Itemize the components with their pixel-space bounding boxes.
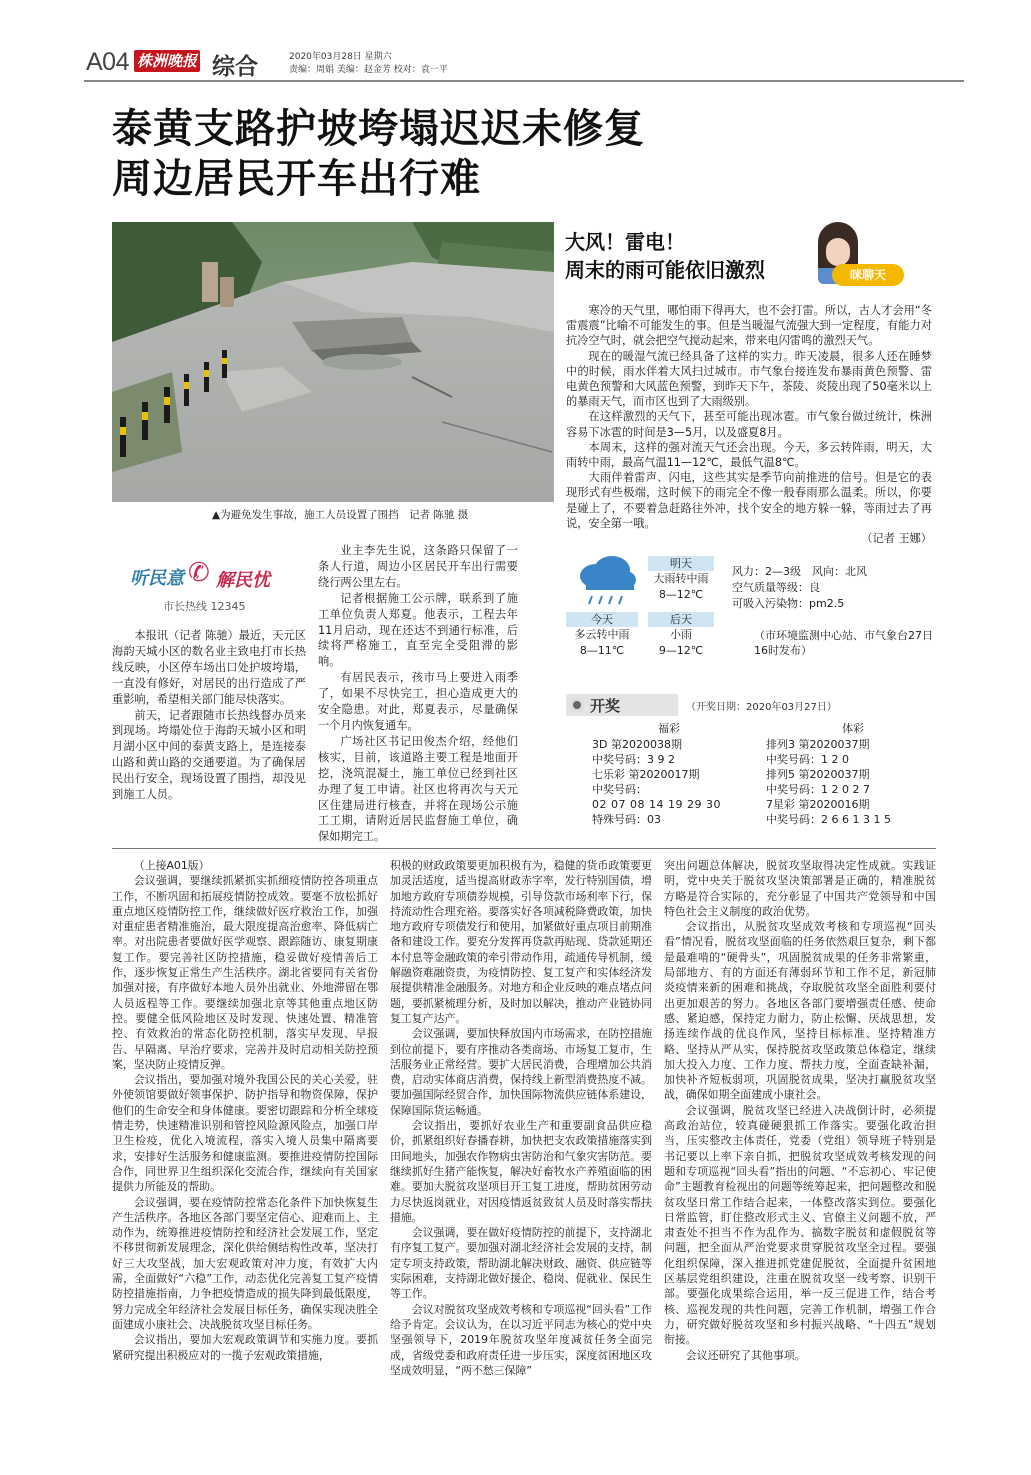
bottom-paragraph: （上接A01版） <box>133 859 210 872</box>
hotline-label: 市长热线 12345 <box>163 600 246 613</box>
welfare-line: 中奖号码： <box>592 783 647 796</box>
column-logo-text-2: 解民忧 <box>216 570 270 591</box>
sports-results <box>766 737 936 827</box>
weather-paragraph: 现在的暖湿气流已经具备了这样的实力。昨天凌晨，很多人还在睡梦中的时候，雨水伴着大风扫过城市。市气象台接连发布暴雨黄色预警、雷电黄色预警和大风蓝色预警，到昨天下午，茶陵、炎陵出现了50毫米以上的暴雨天气，而市区也到了大雨级别。 <box>566 349 932 409</box>
sports-line: 中奖号码：1 2 0 <box>766 753 849 766</box>
lottery-title-bar <box>566 694 678 716</box>
forecast-pm: 可吸入污染物：pm2.5 <box>732 597 845 610</box>
bottom-paragraph: 会议指出，要抓好农业生产和重要副食品供应稳价，抓紧组织好春播春耕，加快把支农政策措施落实到田间地头，加强农作物病虫害防治和气象灾害防范。要继续抓好生猪产能恢复，解决好畜牧水产养殖面临的困难。要加大脱贫攻坚项目开工复工进度，帮助贫困劳动力尽快返岗就业，对因疫情返贫致贫人员及时落实帮扶措施。 <box>390 1119 652 1224</box>
story-paragraph: 业主李先生说，这条路只保留了一条人行道，周边小区居民开车出行需要绕行两公里左右。 <box>318 544 518 589</box>
issue-date: 2020年03月28日 星期六 <box>289 52 392 62</box>
forecast-today-condition: 多云转中雨 <box>574 628 630 641</box>
photo-caption: ▲为避免发生事故，施工人员设置了围挡 记者 陈驰 摄 <box>212 509 469 521</box>
forecast-today <box>566 612 638 662</box>
story-paragraph: 本报讯（记者 陈驰）最近，天元区海韵天城小区的数名业主致电打市长热线反映，小区停车场出口处护坡垮塌，一直没有修好，对居民的出行造成了严重影响，希望相关部门能尽快落实。 <box>112 629 306 706</box>
weather-body <box>566 303 932 546</box>
headline-line-2: 周边居民开车出行难 <box>112 157 481 201</box>
headline <box>112 104 872 204</box>
story-paragraph: 广场社区书记田俊杰介绍，经他们核实，目前，该道路主要工程是地面开挖，浇筑混凝土，施工单位已经到社区办理了复工申请。社区也将再次与天元区住建局进行核查，并将在现场公示施工工期，请附近居民监督施工单位，确保如期完工。 <box>318 734 518 844</box>
bottom-paragraph: 会议还研究了其他事项。 <box>685 1348 806 1362</box>
welfare-results <box>592 737 762 827</box>
sports-line: 排列3 第2020037期 <box>766 738 870 751</box>
editor-credits: 责编：周娟 美编：赵金芳 校对：袁一平 <box>289 65 448 75</box>
forecast-day-after-condition: 小雨 <box>670 628 692 641</box>
forecast-aqi: 空气质量等级：良 <box>732 581 820 594</box>
phone-icon: ✆ <box>188 558 210 588</box>
forecast-day-after-temp: 9—12℃ <box>658 644 704 657</box>
sports-line: 7星彩 第2020016期 <box>766 798 870 811</box>
column-logo-text-1: 听民意 <box>130 568 184 589</box>
welfare-heading: 福彩 <box>658 722 680 735</box>
bottom-paragraph: 会议指出，从脱贫攻坚成效考核和专项巡视“回头看”情况看，脱贫攻坚面临的任务依然艰巨复杂，剩下都是最难啃的“硬骨头”，巩固脱贫成果的任务非常繁重，局部地方、有的方面还有薄弱环节和工作不足，新冠肺炎疫情来新的困难和挑战，夺取脱贫攻坚全面胜利要付出更加艰苦的努力。各地区各部门要增强责任感、使命感、紧迫感，保持定力耐力，防止松懈、厌战思想，发扬连续作战的优良作风，坚持目标标准、坚持精准方略、坚持从严从实，保持脱贫攻坚政策总体稳定，继续加大投入力度、工作力度、帮扶力度，全面查缺补漏，加快补齐短板弱项，巩固脱贫成果，坚决打赢脱贫攻坚战，确保如期全面建成小康社会。 <box>664 920 936 1102</box>
page-number: A04 <box>86 48 129 76</box>
bottom-paragraph: 突出问题总体解决，脱贫攻坚取得决定性成就。实践证明，党中央关于脱贫攻坚决策部署是正确的，精准脱贫方略是符合实际的，充分彰显了中国共产党领导和中国特色社会主义制度的政治优势。 <box>664 859 936 918</box>
chat-badge: 咪聊天 <box>832 264 904 286</box>
forecast-tomorrow-temp: 8—12℃ <box>658 588 704 601</box>
lottery-date: （开奖日期：2020年03月27日） <box>686 702 837 713</box>
forecast-day-after <box>648 612 714 662</box>
weather-paragraph: 在这样激烈的天气下，甚至可能出现冰雹。市气象台做过统计，株洲容易下冰雹的时间是3—5月，以及盛夏8月。 <box>566 410 932 439</box>
story-paragraph: 前天，记者跟随市长热线督办员来到现场。垮塌处位于海韵天城小区和明月湖小区中间的泰黄支路上，是连接泰山路和黄山路的交通要道。为了确保居民出行安全，现场设置了围挡，却没见到施工人员。 <box>112 708 306 802</box>
weather-title-1: 大风！雷电！ <box>565 230 685 254</box>
bottom-paragraph: 会议强调，要加快释放国内市场需求，在防控措施到位前提下，要有序推动各类商场、市场复工复市，生活服务业正常经营。要扩大居民消费，合理增加公共消费，启动实体商店消费，保持线上新型消费热度不减。要加强国际经贸合作，加快国际物流供应链体系建设，保障国际货运畅通。 <box>390 1027 652 1117</box>
forecast-tomorrow <box>648 556 714 606</box>
bottom-paragraph: 积极的财政政策要更加积极有为，稳健的货币政策要更加灵活适度，适当提高财政赤字率，发行特别国债，增加地方政府专项债券规模，引导贷款市场利率下行，保持流动性合理充裕。要落实好各项减税降费政策，加快地方政府专项债发行和使用，加紧做好重点项目前期准备和建设工作。要充分发挥再贷款再贴现、贷款延期还本付息等金融政策的牵引带动作用，疏通传导机制，缓解融资难融资贵，为疫情防控、复工复产和实体经济发展提供精准金融服务。对地方和企业反映的难点堵点问题，要抓紧梳理分析，及时加以解决，推动产业链协同复工复产达产。 <box>390 859 652 1025</box>
section-title: 综合 <box>212 54 258 80</box>
forecast-tomorrow-condition: 大雨转中雨 <box>653 572 709 585</box>
welfare-line: 中奖号码：3 9 2 <box>592 753 675 766</box>
sports-line: 中奖号码：2 6 6 1 3 1 5 <box>766 813 891 826</box>
story-paragraph: 记者根据施工公示牌，联系到了施工单位负责人郑夏。他表示，工程去年11月启动，现在还达不到通行标准，后续将严格施工，直至完全受阻滞的影响。 <box>318 591 518 669</box>
masthead <box>0 40 1031 80</box>
forecast-panel <box>566 552 936 682</box>
bottom-paragraph: 会议对脱贫攻坚成效考核和专项巡视“回头看”工作给予肯定。会议认为，在以习近平同志为核心的党中央坚强领导下，2019年脱贫攻坚年度减贫任务全面完成，省级党委和政府责任进一步压实，深度贫困地区攻坚成效明显，“两不愁三保障” <box>390 1302 652 1377</box>
paper-name-logo: 株洲晚报 <box>134 50 200 72</box>
forecast-today-temp: 8—11℃ <box>579 644 625 657</box>
welfare-line: 特殊号码：03 <box>592 813 661 826</box>
masthead-rule <box>84 80 964 82</box>
lottery-panel <box>566 692 936 832</box>
weather-paragraph: 本周末，这样的强对流天气还会出现。今天，多云转阵雨，明天，大雨转中雨，最高气温11—12℃，最低气温8℃。 <box>566 440 932 470</box>
forecast-today-label: 今天 <box>566 612 638 627</box>
bottom-column-1 <box>112 858 378 1363</box>
sports-line: 排列5 第2020037期 <box>766 768 870 781</box>
bottom-paragraph: 会议强调，要继续抓紧抓实抓细疫情防控各项重点工作，不断巩固和拓展疫情防控成效。要毫不放松抓好重点地区疫情防控工作，继续做好医疗救治工作，加强对重症患者精准施治，最大限度提高治愈率、降低病亡率。对出院患者要做好医学观察、跟踪随访、康复期康复工作。要完善社区防控措施，稳妥做好疫情善后工作，逐步恢复正常生产生活秩序。湖北省要同有关省份加强对接，有序做好本地人员外出就业、外地滞留在鄂人员返程等工作。要继续加强北京等其他重点地区防控。要健全低风险地区及时发现、快速处置、精准管控、有效救治的常态化防控机制，落实早发现、早报告、早隔离、早治疗要求，完善并及时启动相关防控预案，坚决防止疫情反弹。 <box>112 874 378 1071</box>
headline-line-1: 泰黄支路护坡垮塌迟迟未修复 <box>112 107 645 151</box>
lottery-title: 开奖 <box>590 697 621 715</box>
welfare-line: 3D 第2020038期 <box>592 738 682 751</box>
weather-paragraph: 大雨伴着雷声、闪电，这些其实是季节向前推进的信号。但是它的表现形式有些极端，这时候下的雨完全不像一般春雨那么温柔。所以，你要是碰上了，不要着急赶路往外冲，找个安全的地方躲一躲，等雨过去了再说，安全第一哦。 <box>566 471 932 530</box>
forecast-day-after-label: 后天 <box>648 612 714 627</box>
weather-title-2: 周末的雨可能依旧激烈 <box>565 258 765 282</box>
weather-paragraph: 寒冷的天气里，哪怕雨下得再大，也不会打雷。所以，古人才会用“冬雷震震”比喻不可能发生的事。但是当暖湿气流强大到一定程度，有能力对抗冷空气时，就会把空气搅动起来，带来电闪雷鸣的激烈天气。 <box>566 304 932 348</box>
bottom-paragraph: 会议强调，脱贫攻坚已经进入决战倒计时，必须提高政治站位，较真碰硬狠抓工作落实。要强化政治担当，压实整改主体责任，党委（党组）领导班子特别是书记要以上率下亲自抓，把脱贫攻坚成效考核发现的问题和专项巡视“回头看”指出的问题、“不忘初心、牢记使命”主题教育检视出的问题等统筹起来，把问题整改和脱贫攻坚日常工作结合起来，一体整改落实到位。要强化日常监管，盯住整改形式主义、官僚主义问题不放，严肃查处不担当不作为乱作为、搞数字脱贫和虚假脱贫等问题，把全面从严治党要求贯穿脱贫攻坚全过程。要强化组织保障，深入推进抓党建促脱贫，全面提升贫困地区基层党组织建设，注重在脱贫攻坚一线考察、识别干部。要强化成果综合运用，举一反三促进工作，结合考核、巡视发现的共性问题，完善工作机制，增强工作合力，研究做好脱贫攻坚和乡村振兴战略、“十四五”规划衔接。 <box>664 1103 936 1347</box>
road-photo-illustration <box>112 222 554 502</box>
forecast-source: （市环境监测中心站、市气象台27日16时发布） <box>754 629 933 657</box>
section-divider <box>112 848 936 849</box>
bottom-paragraph: 会议强调，要在疫情防控常态化条件下加快恢复生产生活秩序。各地区各部门要坚定信心、迎难而上、主动作为，统筹推进疫情防控和经济社会发展工作，坚定不移贯彻新发展理念，深化供给侧结构性改革，坚决打好三大攻坚战，加大宏观政策对冲力度，有效扩大内需，全面做好“六稳”工作，动态优化完善复工复产疫情防控措施指南，力争把疫情造成的损失降到最低限度，努力完成全年经济社会发展目标任务，确保实现决胜全面建成小康社会、决战脱贫攻坚目标任务。 <box>112 1195 378 1331</box>
welfare-line: 七乐彩 第2020017期 <box>592 768 700 781</box>
bottom-paragraph: 会议指出，要加大宏观政策调节和实施力度。要抓紧研究提出积极应对的一揽子宏观政策措施， <box>112 1333 378 1362</box>
avatar-face <box>826 238 850 266</box>
story-column-1 <box>112 628 306 803</box>
sports-heading: 体彩 <box>842 722 864 735</box>
news-photo <box>112 222 554 502</box>
forecast-tomorrow-label: 明天 <box>648 556 714 571</box>
rain-cloud-icon <box>574 554 640 610</box>
column-logo <box>128 556 278 618</box>
forecast-wind: 风力：2—3级 风向：北风 <box>732 565 867 578</box>
welfare-line: 02 07 08 14 19 29 30 <box>592 798 721 811</box>
bottom-column-2 <box>390 858 652 1378</box>
bottom-paragraph: 会议强调，要在做好疫情防控的前提下，支持湖北有序复工复产。要加强对湖北经济社会发展的支持，制定专项支持政策，帮助湖北解决财政、融资、供应链等实际困难，支持湖北做好援企、稳岗、促就业、保民生等工作。 <box>390 1226 652 1301</box>
story-column-2 <box>318 543 518 845</box>
lottery-icon <box>570 698 584 712</box>
bottom-column-3 <box>664 858 936 1363</box>
story-paragraph: 有居民表示，孩市马上要进入雨季了，如果不尽快完工，担心造成更大的安全隐患。对此，郑夏表示，尽量确保一个月内恢复通车。 <box>318 671 518 732</box>
bottom-paragraph: 会议指出，要加强对境外我国公民的关心关爱，驻外使领馆要做好领事保护、防护指导和物资保障，保护他们的生命安全和身体健康。要密切跟踪和分析全球疫情走势，快速精准识别和管控风险源风险点，加强口岸卫生检疫，优化入境流程，落实入境人员集中隔离要求，安排好生活服务和健康监测。要推进疫情防控国际合作，同世界卫生组织深化交流合作，继续向有关国家提供力所能及的帮助。 <box>112 1073 378 1194</box>
weather-signoff: （记者 王娜） <box>861 532 932 546</box>
sports-line: 中奖号码：1 2 0 2 7 <box>766 783 870 796</box>
